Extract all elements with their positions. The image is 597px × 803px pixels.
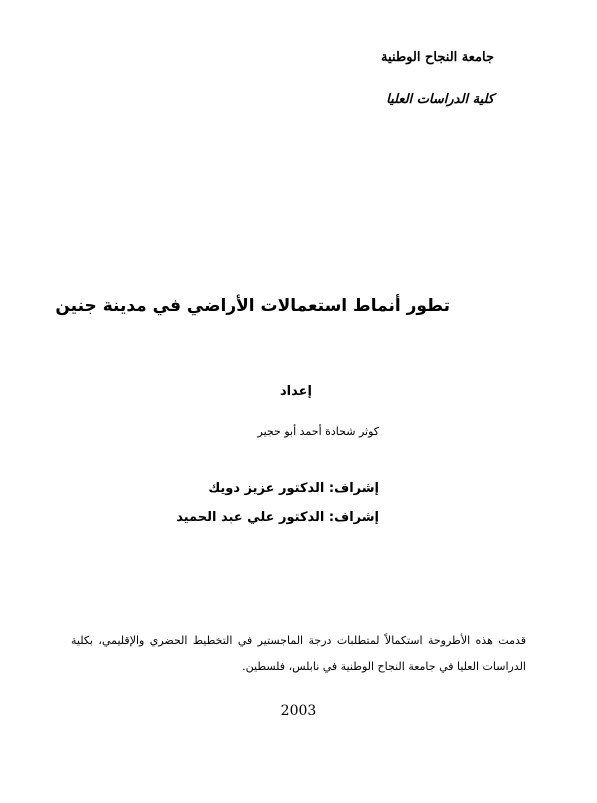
faculty-name: كلية الدراسات العليا bbox=[386, 92, 494, 107]
submission-statement: قدمت هذه الأطروحة استكمالاً لمتطلبات درجة الماجستير في التخطيط الحضري والإقليمي، بكلية الدراسات العليا في جامعة النجاح الوطنية في نابلس، فلسطين. bbox=[71, 634, 526, 673]
submission-year: 2003 bbox=[280, 703, 317, 719]
thesis-title: تطور أنماط استعمالات الأراضي في مدينة جنين bbox=[55, 296, 450, 316]
university-name: جامعة النجاح الوطنية bbox=[381, 50, 494, 65]
author-name: كوثر شحادة أحمد أبو حجير bbox=[257, 425, 379, 438]
supervisor-first: إشراف: الدكتور عزيز دويك bbox=[208, 481, 379, 496]
supervisor-second: إشراف: الدكتور علي عبد الحميد bbox=[176, 510, 379, 525]
prepared-by-label: إعداد bbox=[280, 384, 312, 399]
